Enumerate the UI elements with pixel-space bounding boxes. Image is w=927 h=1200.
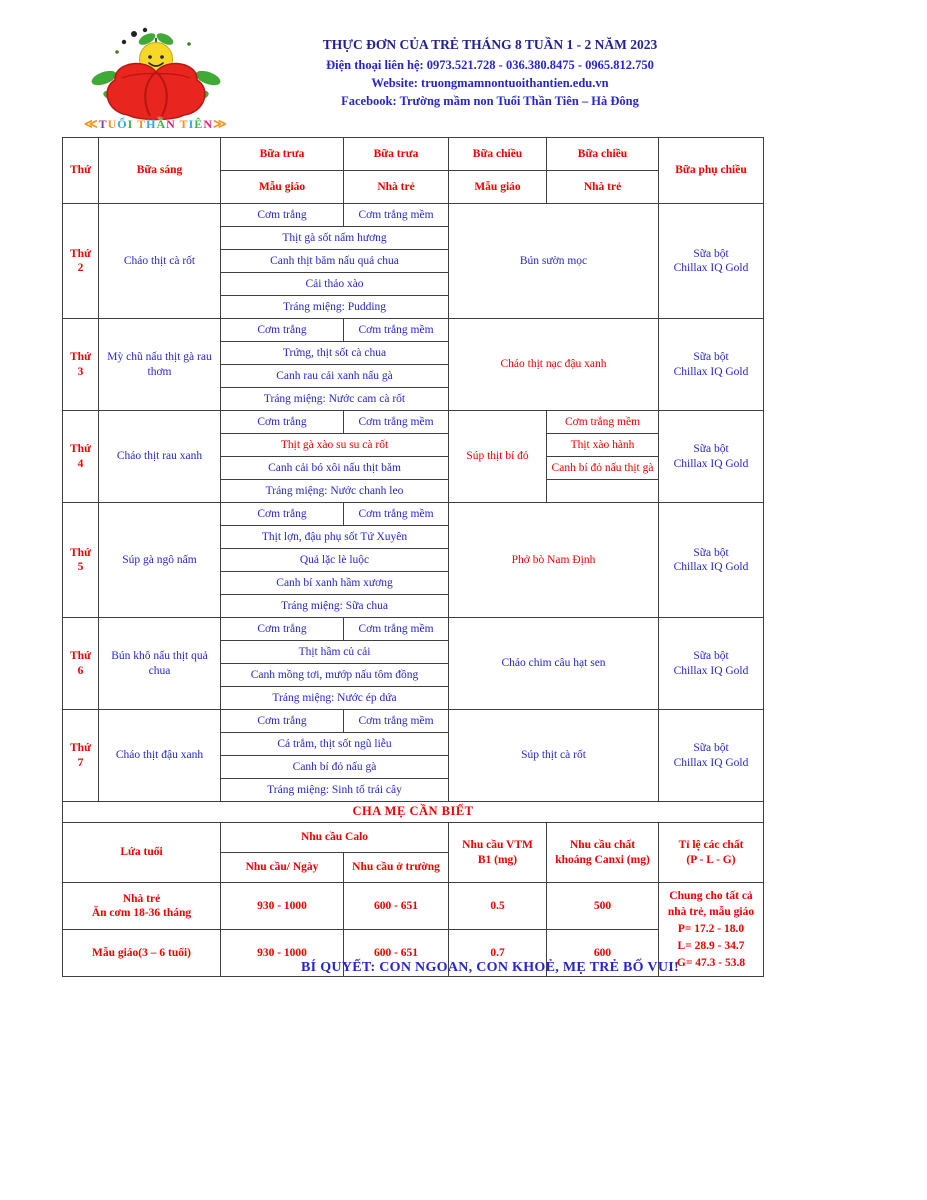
age-header: Lứa tuổi [63, 823, 221, 883]
afternoon-cell: Bún sườn mọc [449, 204, 659, 319]
lunch-item: Thịt gà xào su su cà rốt [221, 434, 449, 457]
calo-school-value: 600 - 651 [344, 930, 449, 977]
parents-banner: CHA MẸ CẦN BIẾT [63, 802, 764, 823]
calo-school-value: 600 - 651 [344, 883, 449, 930]
footer-slogan: BÍ QUYẾT: CON NGOAN, CON KHOẺ, MẸ TRẺ BỐ VUI! [301, 960, 679, 975]
lunch-rice-mg: Cơm trắng [221, 618, 344, 641]
age-group-cell: Nhà trẻ Ăn cơm 18-36 tháng [63, 883, 221, 930]
snack-cell: Sữa bột Chillax IQ Gold [659, 319, 764, 411]
subheader-mau-giao: Mẫu giáo [221, 171, 344, 204]
lunch-rice-mg: Cơm trắng [221, 411, 344, 434]
lunch-item: Trứng, thịt sốt cà chua [221, 342, 449, 365]
logo-banner [84, 116, 226, 132]
canxi-value: 500 [547, 883, 659, 930]
lunch-item: Cải thảo xào [221, 273, 449, 296]
lunch-item: Tráng miệng: Pudding [221, 296, 449, 319]
afternoon-cell: Phở bò Nam Định [449, 503, 659, 618]
lunch-rice-mg: Cơm trắng [221, 204, 344, 227]
afternoon-nt-item: Canh bí đỏ nấu thịt gà [547, 457, 659, 480]
snack-cell: Sữa bột Chillax IQ Gold [659, 618, 764, 710]
lunch-item: Canh mồng tơi, mướp nấu tôm đồng [221, 664, 449, 687]
calo-day-header: Nhu cầu/ Ngày [221, 853, 344, 883]
canxi-value: 600 [547, 930, 659, 977]
document-header [55, 36, 925, 110]
afternoon-mg-cell: Súp thịt bí đỏ [449, 411, 547, 503]
lunch-item: Tráng miệng: Sữa chua [221, 595, 449, 618]
right-wing-icon: ≫ [212, 116, 228, 131]
lunch-rice-mg: Cơm trắng [221, 710, 344, 733]
lunch-rice-nt: Cơm trắng mềm [344, 204, 449, 227]
left-wing-icon: ≪ [84, 116, 99, 131]
lunch-rice-nt: Cơm trắng mềm [344, 411, 449, 434]
lunch-rice-mg: Cơm trắng [221, 503, 344, 526]
lunch-rice-nt: Cơm trắng mềm [344, 319, 449, 342]
document-title: THỰC ĐƠN CỦA TRẺ THÁNG 8 TUẦN 1 - 2 NĂM 2023 [322, 37, 658, 52]
vtm-value: 0.7 [449, 930, 547, 977]
snack-cell: Sữa bột Chillax IQ Gold [659, 503, 764, 618]
lunch-rice-nt: Cơm trắng mềm [344, 618, 449, 641]
lunch-item: Thịt hầm củ cải [221, 641, 449, 664]
breakfast-cell: Bún khô nấu thịt quả chua [99, 618, 221, 710]
lunch-item: Tráng miệng: Nước chanh leo [221, 480, 449, 503]
snack-cell: Sữa bột Chillax IQ Gold [659, 710, 764, 802]
breakfast-cell: Cháo thịt rau xanh [99, 411, 221, 503]
day-label: Thứ 2 [63, 204, 99, 319]
phone-line: Điện thoại liên hệ: 0973.521.728 - 036.380.8475 - 0965.812.750 [326, 58, 654, 72]
afternoon-nt-item: Thịt xào hành [547, 434, 659, 457]
col-header-snack: Bữa phụ chiều [659, 138, 764, 204]
logo-banner-text: TUỔI THẦN TIÊN [98, 117, 213, 131]
afternoon-nt-item [547, 480, 659, 503]
breakfast-cell: Súp gà ngô nấm [99, 503, 221, 618]
lunch-item: Thịt lợn, đậu phụ sốt Tứ Xuyên [221, 526, 449, 549]
subheader-nha-tre: Nhà trẻ [547, 171, 659, 204]
day-label: Thứ 5 [63, 503, 99, 618]
afternoon-cell: Cháo thịt nạc đậu xanh [449, 319, 659, 411]
lunch-item: Canh rau cải xanh nấu gà [221, 365, 449, 388]
calo-day-value: 930 - 1000 [221, 930, 344, 977]
lunch-item: Canh bí xanh hầm xương [221, 572, 449, 595]
day-label: Thứ 3 [63, 319, 99, 411]
lunch-rice-nt: Cơm trắng mềm [344, 710, 449, 733]
lunch-item: Quả lặc lè luộc [221, 549, 449, 572]
lunch-item: Thịt gà sốt nấm hương [221, 227, 449, 250]
lunch-item: Cá trắm, thịt sốt ngũ liễu [221, 733, 449, 756]
day-label: Thứ 6 [63, 618, 99, 710]
snack-cell: Sữa bột Chillax IQ Gold [659, 204, 764, 319]
breakfast-cell: Mỳ chũ nấu thịt gà rau thơm [99, 319, 221, 411]
col-header-breakfast: Bữa sáng [99, 138, 221, 204]
age-group-cell: Mẫu giáo(3 – 6 tuổi) [63, 930, 221, 977]
vtm-value: 0.5 [449, 883, 547, 930]
subheader-mau-giao: Mẫu giáo [449, 171, 547, 204]
afternoon-nt-item: Cơm trắng mềm [547, 411, 659, 434]
lunch-rice-nt: Cơm trắng mềm [344, 503, 449, 526]
afternoon-cell: Súp thịt cà rốt [449, 710, 659, 802]
lunch-item: Canh bí đỏ nấu gà [221, 756, 449, 779]
afternoon-cell: Cháo chim câu hạt sen [449, 618, 659, 710]
canxi-header: Nhu cầu chất khoáng Canxi (mg) [547, 823, 659, 883]
lunch-item: Canh thịt băm nấu quả chua [221, 250, 449, 273]
lunch-item: Tráng miệng: Nước ép dứa [221, 687, 449, 710]
calo-day-value: 930 - 1000 [221, 883, 344, 930]
lunch-item: Tráng miệng: Sinh tố trái cây [221, 779, 449, 802]
calo-school-header: Nhu cầu ở trường [344, 853, 449, 883]
col-header-afternoon-nt: Bữa chiều [547, 138, 659, 171]
website-line: Website: truongmamnontuoithantien.edu.vn [371, 76, 609, 90]
calo-header: Nhu cầu Calo [221, 823, 449, 853]
weekly-menu-table [62, 137, 764, 977]
day-label: Thứ 7 [63, 710, 99, 802]
ratio-header: Tỉ lệ các chất (P - L - G) [659, 823, 764, 883]
snack-cell: Sữa bột Chillax IQ Gold [659, 411, 764, 503]
breakfast-cell: Cháo thịt cà rốt [99, 204, 221, 319]
facebook-line: Facebook: Trường mầm non Tuổi Thần Tiên – Hà Đông [341, 94, 639, 108]
col-header-day: Thứ [63, 138, 99, 204]
subheader-nha-tre: Nhà trẻ [344, 171, 449, 204]
day-label: Thứ 4 [63, 411, 99, 503]
lunch-item: Canh cải bó xôi nấu thịt băm [221, 457, 449, 480]
breakfast-cell: Cháo thịt đậu xanh [99, 710, 221, 802]
col-header-lunch-nt: Bữa trưa [344, 138, 449, 171]
lunch-rice-mg: Cơm trắng [221, 319, 344, 342]
ratio-note-cell: Chung cho tất cả nhà trẻ, mẫu giáo P= 17.2 - 18.0 L= 28.9 - 34.7 G= 47.3 - 53.8 [659, 883, 764, 977]
vtm-header: Nhu cầu VTM B1 (mg) [449, 823, 547, 883]
lunch-item: Tráng miệng: Nước cam cà rốt [221, 388, 449, 411]
col-header-lunch-mg: Bữa trưa [221, 138, 344, 171]
col-header-afternoon-mg: Bữa chiều [449, 138, 547, 171]
